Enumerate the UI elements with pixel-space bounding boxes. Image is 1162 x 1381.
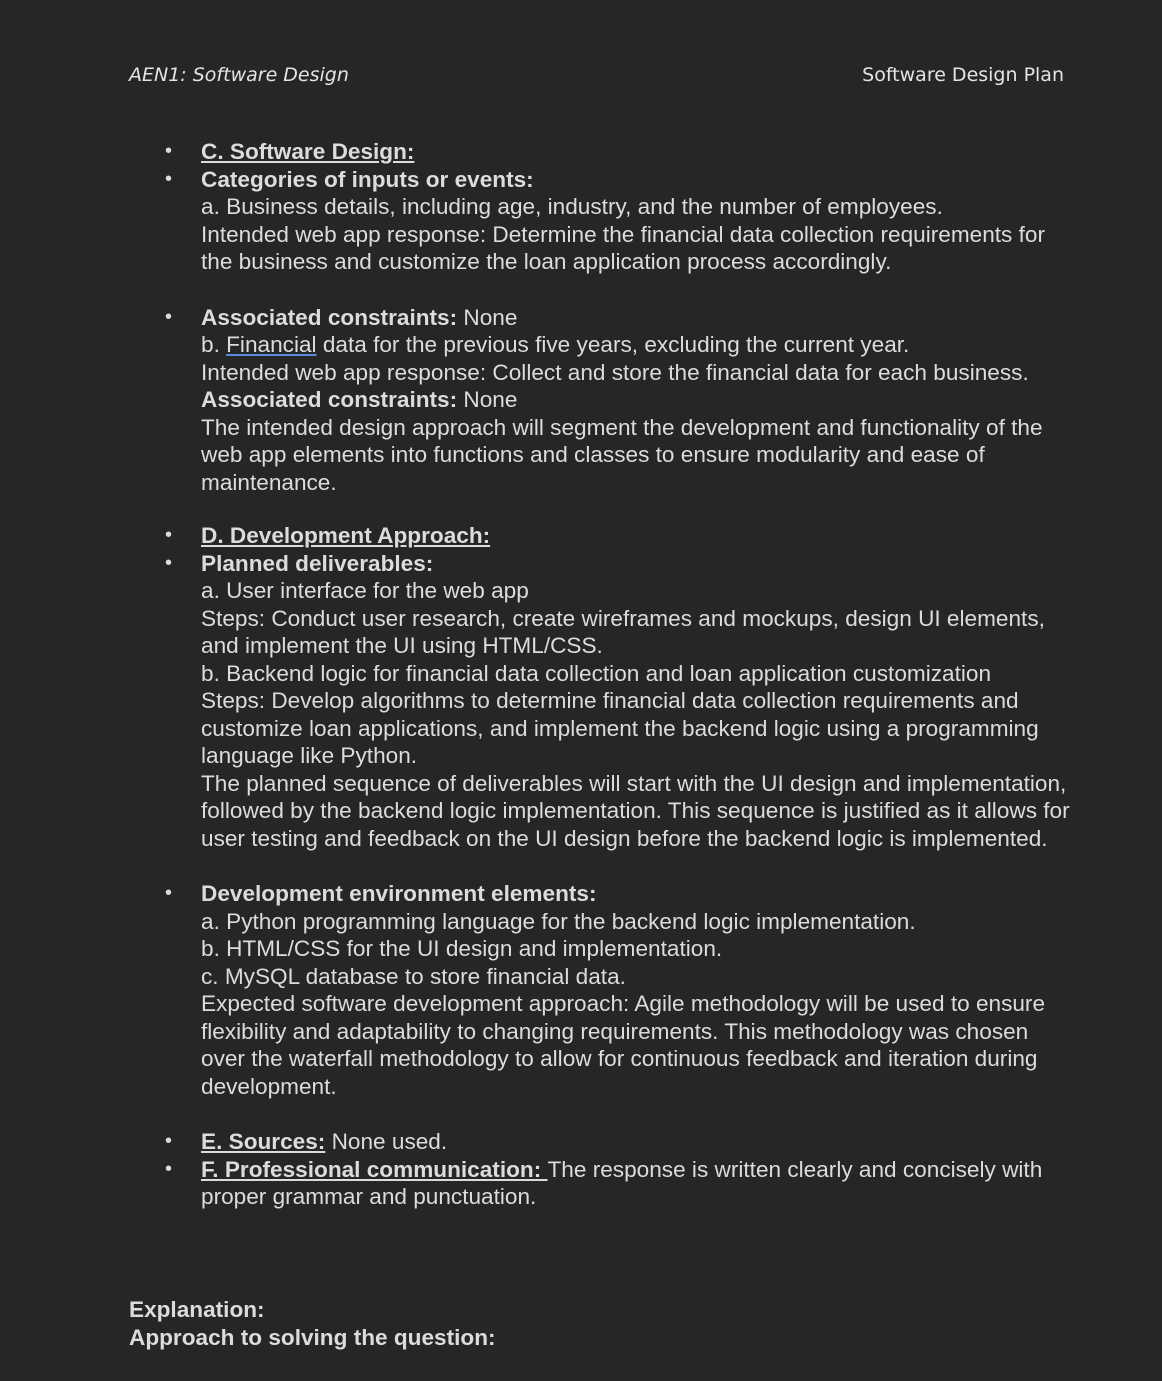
- spacer: [165, 276, 1075, 304]
- section-ef-list: [165, 1128, 1075, 1211]
- document-body: [165, 138, 1075, 1211]
- deliverables-label: Planned deliverables:: [201, 550, 434, 576]
- page-header: [129, 64, 1064, 86]
- list-item: [165, 522, 1075, 550]
- section-d-list: [165, 522, 1075, 852]
- section-c-list: [165, 138, 1075, 276]
- deliverable-b: b. Backend logic for financial data collection and loan application customization: [201, 660, 992, 686]
- list-item: [165, 166, 1075, 276]
- section-f-value: The response is written clearly and concisely with proper grammar and punctuation.: [201, 1156, 1043, 1209]
- list-item: [165, 304, 1075, 497]
- approach-heading: Approach to solving the question:: [129, 1325, 496, 1350]
- input-a-text: a. Business details, including age, industry, and the number of employees.: [201, 194, 943, 219]
- environment-c: c. MySQL database to store financial data.: [201, 963, 626, 989]
- constraints2-value: None: [457, 387, 518, 412]
- list-item: [165, 880, 1075, 1100]
- spacer: [165, 852, 1075, 880]
- section-c-heading: C. Software Design:: [201, 139, 415, 164]
- section-d-heading: D. Development Approach:: [201, 523, 491, 548]
- input-b-response: Intended web app response: Collect and store the financial data for each business.: [201, 359, 1029, 385]
- design-approach-text: The intended design approach will segment the development and functionality of the web app elements into functions and classes to ensure modularity and ease of maintenance.: [201, 414, 1043, 495]
- input-b-rest: data for the previous five years, excluding the current year.: [316, 332, 910, 357]
- deliverable-a: a. User interface for the web app: [201, 578, 529, 603]
- constraints-label: Associated constraints:: [201, 304, 458, 330]
- list-item: [165, 1128, 1075, 1156]
- categories-label: Categories of inputs or events:: [201, 166, 534, 192]
- explanation-heading: Explanation:: [129, 1297, 265, 1322]
- header-document-title: Software Design Plan: [862, 64, 1064, 86]
- input-b-word: Financial: [226, 332, 317, 357]
- input-b-text: [201, 331, 1075, 359]
- input-a-response: Intended web app response: Determine the financial data collection requirements for the business and customize the loan application process accordingly.: [201, 221, 1046, 274]
- constraints2-label: Associated constraints:: [201, 387, 458, 412]
- constraints-value: None: [457, 304, 518, 330]
- explanation-block: [129, 1296, 496, 1352]
- spacer: [165, 496, 1075, 522]
- list-item: [165, 138, 1075, 166]
- section-e-heading: E. Sources:: [201, 1129, 326, 1154]
- environment-b: b. HTML/CSS for the UI design and implementation.: [201, 936, 723, 961]
- spacer: [165, 1100, 1075, 1128]
- constraints2-line: [201, 386, 1075, 414]
- header-course-title: AEN1: Software Design: [129, 64, 349, 86]
- deliverable-b-steps: Steps: Develop algorithms to determine financial data collection requirements and customize loan applications, and implement the backend logic using a programming language like Python.: [201, 688, 1039, 768]
- list-item: [165, 1156, 1075, 1211]
- input-b-prefix: b.: [201, 332, 227, 357]
- list-item: [165, 550, 1075, 853]
- section-e-value: None used.: [325, 1129, 448, 1154]
- environment-list: [165, 880, 1075, 1100]
- sequence-text: The planned sequence of deliverables will start with the UI design and implementation, followed by the backend logic implementation. This sequence is justified as it allows for user testing and feedback on the UI design before the backend logic is implemented.: [201, 770, 1070, 851]
- section-c-constraints-list: [165, 304, 1075, 497]
- environment-label: Development environment elements:: [201, 881, 597, 906]
- section-f-heading: F. Professional communication:: [201, 1156, 548, 1182]
- development-approach-text: Expected software development approach: Agile methodology will be used to ensure flexibility and adaptability to changing requirements. This methodology was chosen over the waterfall methodology to allow for continuous feedback and iteration during development.: [201, 991, 1046, 1099]
- deliverable-a-steps: Steps: Conduct user research, create wireframes and mockups, design UI elements, and implement the UI using HTML/CSS.: [201, 605, 1045, 658]
- environment-a: a. Python programming language for the backend logic implementation.: [201, 908, 916, 934]
